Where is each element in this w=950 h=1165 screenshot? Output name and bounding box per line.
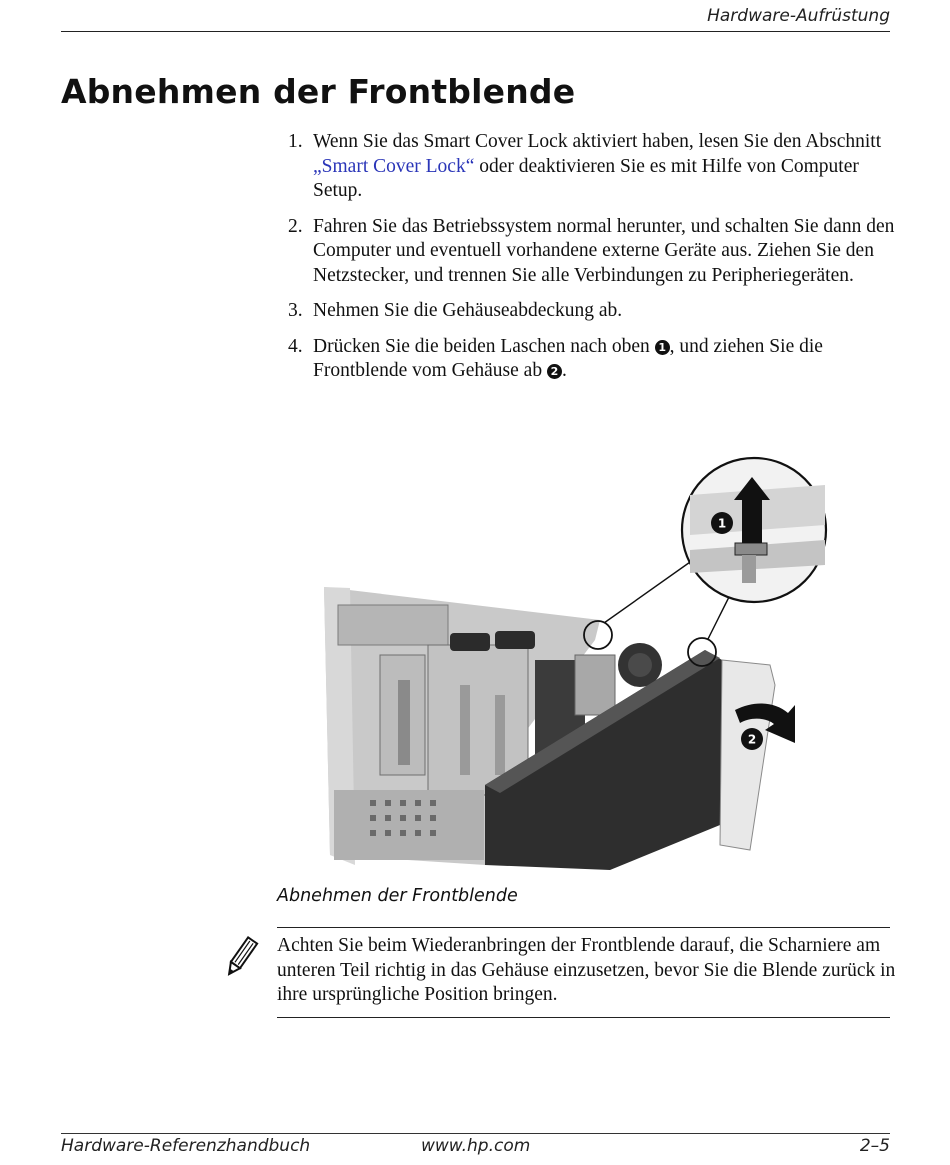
step-text: . [561,360,567,381]
step-text: Fahren Sie das Betriebssystem normal herunter, und schalten Sie dann den Computer und eventuell vorhandene externe Geräte aus. Ziehen Sie den Netzstecker, und trennen Sie alle Verbindungen zu Peripheriegeräten. [313,215,895,286]
pencil-icon [218,935,264,981]
step-3 [288,299,898,324]
header-rule [61,31,890,32]
footer-manual-title: Hardware-Referenzhandbuch [61,1136,311,1156]
step-number: 4. [288,335,303,357]
footer-url: www.hp.com [421,1136,531,1156]
step-number: 3. [288,300,303,321]
callout-2-label: 2 [747,732,757,747]
figure-caption: Abnehmen der Frontblende [277,886,518,906]
footer-rule [61,1133,890,1134]
note-rule-bottom [277,1017,890,1018]
step-4 [288,335,898,384]
callout-marker-2: 2 [547,364,562,379]
page-title: Abnehmen der Frontblende [61,72,576,111]
step-number: 2. [288,215,303,237]
step-text: Drücken Sie die beiden Laschen nach oben [313,335,655,357]
callout-1-label: 1 [717,516,727,531]
step-text: Wenn Sie das Smart Cover Lock aktiviert haben, lesen Sie den Abschnitt [313,131,882,152]
step-number: 1. [288,131,303,152]
callout-marker-1: 1 [655,340,670,355]
zoom-detail [682,458,826,602]
smart-cover-lock-link[interactable]: „Smart Cover Lock“ [313,155,475,177]
step-text: Nehmen Sie die Gehäuseabdeckung ab. [313,300,623,321]
page-number: 2–5 [859,1136,890,1156]
step-text: , und ziehen Sie die Frontblende vom Gehäuse ab [313,335,823,381]
note-rule-top [277,927,890,928]
running-header: Hardware-Aufrüstung [707,6,890,26]
step-2 [288,215,898,289]
note-text: Achten Sie beim Wiederanbringen der Frontblende darauf, die Scharniere am unteren Teil richtig in das Gehäuse einzusetzen, bevor Sie die Blende zurück in ihre ursprüngliche Position bringen. [277,935,896,1005]
front-bezel [720,660,775,850]
step-text: oder deaktivieren Sie es mit Hilfe von Computer Setup. [313,155,859,201]
step-1 [288,130,898,204]
front-bezel-removal-illustration [310,455,840,875]
instruction-list [288,130,898,395]
